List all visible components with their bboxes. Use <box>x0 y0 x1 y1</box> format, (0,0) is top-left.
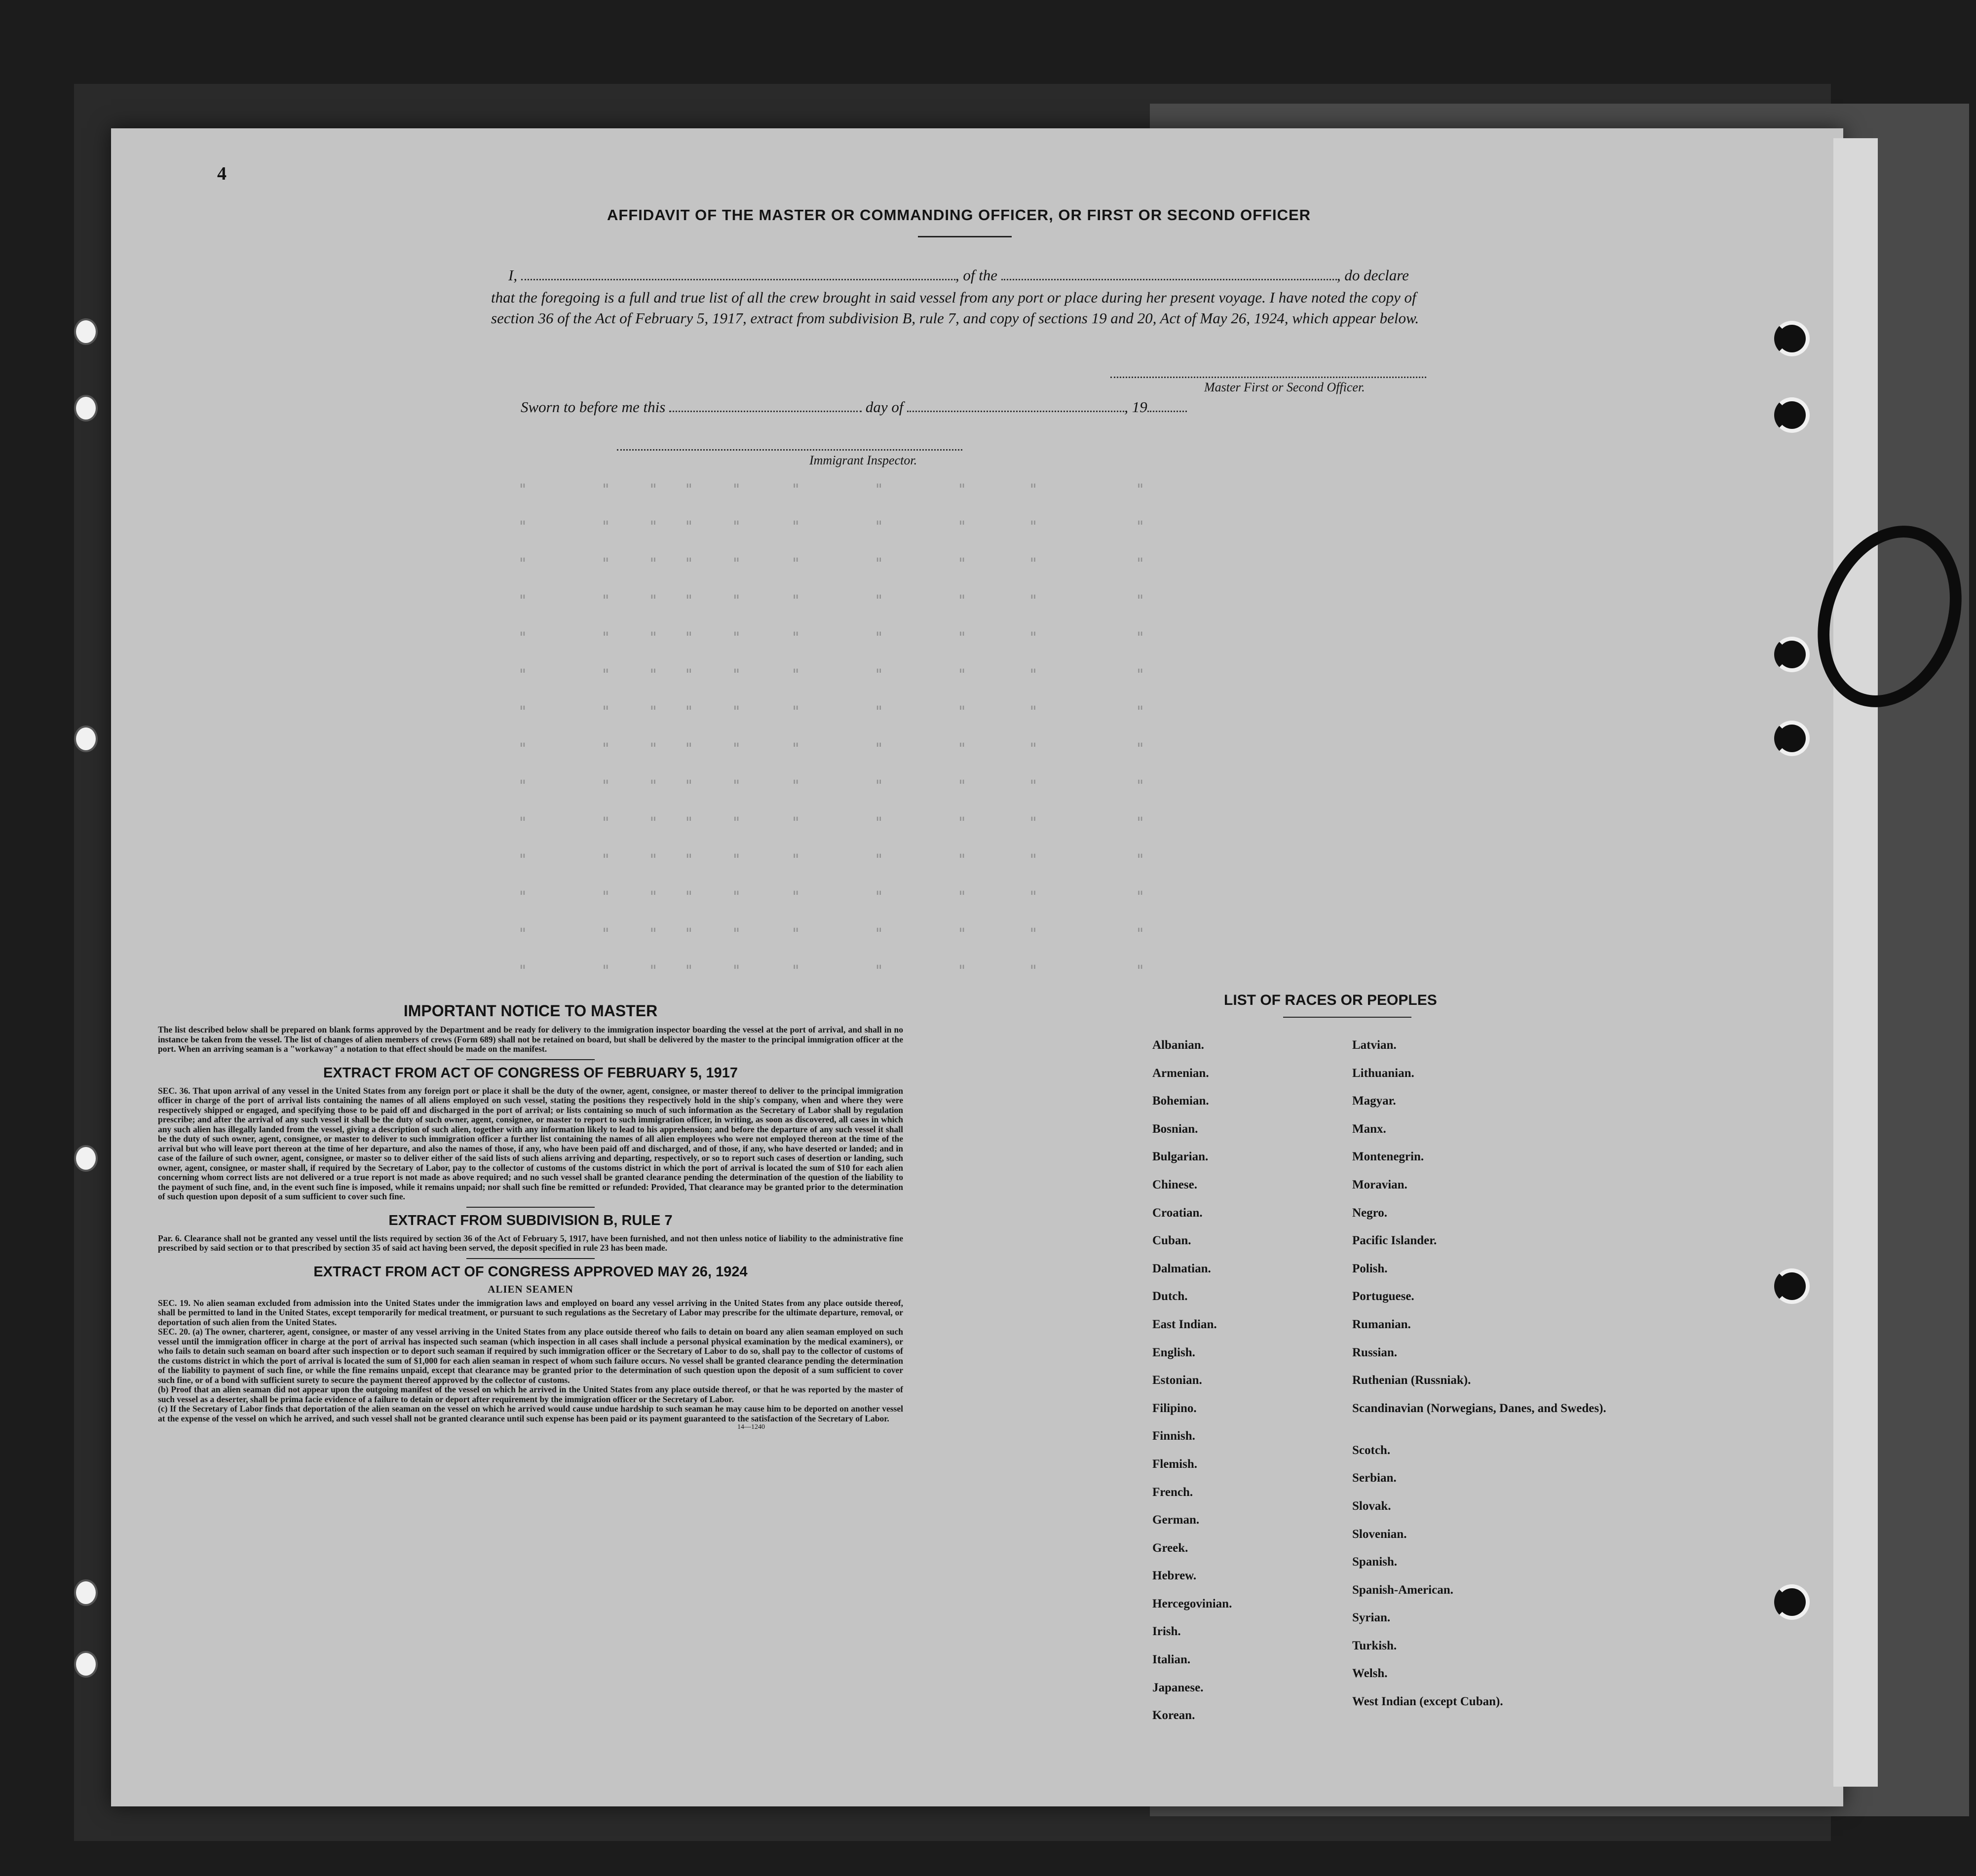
race-item: Estonian. <box>1152 1374 1202 1387</box>
race-item: Serbian. <box>1352 1471 1397 1485</box>
bleed-through-row: " " " " " " " " " " <box>518 888 1148 905</box>
race-item: Filipino. <box>1152 1401 1197 1415</box>
officer-label: Master First or Second Officer. <box>1204 380 1365 394</box>
bleed-through-row: " " " " " " " " " " <box>518 962 1148 979</box>
race-item: Greek. <box>1152 1541 1188 1555</box>
race-item: German. <box>1152 1513 1200 1527</box>
race-item: Dutch. <box>1152 1290 1188 1303</box>
binder-hole <box>74 1651 98 1678</box>
race-item: Chinese. <box>1152 1178 1197 1191</box>
page-number: 4 <box>217 163 227 184</box>
form-number: 14—1240 <box>737 1423 765 1431</box>
bleed-through-row: " " " " " " " " " " <box>518 740 1148 757</box>
race-item: Scandinavian (Norwegians, Danes, and Swedes). <box>1352 1401 1606 1415</box>
affidavit-title: AFFIDAVIT OF THE MASTER OR COMMANDING OFFICER, OR FIRST OR SECOND OFFICER <box>607 206 1311 224</box>
race-item: French. <box>1152 1485 1193 1499</box>
binder-ring <box>1774 1268 1810 1304</box>
affidavit-text: that the foregoing is a full and true list of all the crew brought in said vessel from any port or place during her present voyage. I have noted the copy of section 36 of the Act of February 5, 1917, extract from subdivision B, rule 7, and copy of sections 19 and 20, Act of May 26, 1924, which appear below. <box>491 289 1419 327</box>
races-underline <box>1283 1017 1411 1018</box>
race-item: Slovenian. <box>1352 1527 1407 1541</box>
races-title: LIST OF RACES OR PEOPLES <box>1224 992 1437 1008</box>
binder-hole <box>74 318 98 345</box>
race-item: Syrian. <box>1352 1611 1391 1625</box>
bleed-through-row: " " " " " " " " " " <box>518 703 1148 720</box>
binder-hole <box>74 1579 98 1606</box>
race-item: Manx. <box>1352 1122 1386 1136</box>
race-item: Welsh. <box>1352 1667 1388 1681</box>
section-divider <box>466 1059 595 1060</box>
bleed-through-row: " " " " " " " " " " <box>518 518 1148 535</box>
officer-signature-line <box>1110 377 1426 378</box>
sec-19-text: SEC. 19. No alien seaman excluded from admission into the United States under the immigration laws and employed on board any vessel arriving in the United States from any place outside thereof, shall be permitted to land in the United States, except temporarily for medical treatment, or pursuant to such regulations as the Secretary of Labor may prescribe for the ultimate departure, removal, or deportation of such alien from the United States. <box>158 1298 903 1327</box>
binder-ring <box>1774 1584 1810 1620</box>
binder-hole <box>74 726 98 752</box>
sec-20a-text: SEC. 20. (a) The owner, charterer, agent, consignee, or master of any vessel arriving in the United States from any place outside thereof who fails to detain on board any alien seaman employed on such vessel until the immigration officer in charge at the port of arrival has inspected such seaman (which inspection in all cases shall include a personal physical examination by the medical examiners), or who fails to detain such seaman on board after such inspection or to deport such seaman if required by such immigration officer or the Secretary of Labor to do so, shall pay to the collector of customs of the customs district in which the port of arrival is located the sum of $1,000 for each alien seaman in respect of whom such failure occurs. No vessel shall be granted clearance pending the determination of the liability to payment of such fine, or while the fine remains unpaid, except that clearance may be granted prior to the determination of such question upon the deposit of a sum sufficient to cover such fine, or of a bond with sufficient surety to secure the payment thereof approved by the collector of customs. <box>158 1327 903 1385</box>
alien-seamen-subtitle: ALIEN SEAMEN <box>488 1283 573 1295</box>
binder-ring <box>1774 637 1810 672</box>
binder-ring <box>1774 321 1810 356</box>
race-item: Korean. <box>1152 1709 1195 1723</box>
bleed-through-row: " " " " " " " " " " <box>518 814 1148 831</box>
sec-20c-text: (c) If the Secretary of Labor finds that deportation of the alien seaman on the vessel on which he arrived would cause undue hardship to such seaman he may cause him to be deported on another vessel at the expense of the vessel on which he arrived, and such vessel shall not be granted clearance until such expense has been paid or its payment guaranteed to the satisfaction of the Secretary of Labor. <box>158 1404 903 1423</box>
bleed-through-row: " " " " " " " " " " <box>518 925 1148 942</box>
race-item: Pacific Islander. <box>1352 1234 1437 1248</box>
race-item: Hebrew. <box>1152 1569 1197 1583</box>
bleed-through-row: " " " " " " " " " " <box>518 629 1148 646</box>
sworn-mid: day of <box>865 398 904 416</box>
race-item: East Indian. <box>1152 1317 1217 1331</box>
bleed-through-row: " " " " " " " " " " <box>518 555 1148 572</box>
extract-1924-title: EXTRACT FROM ACT OF CONGRESS APPROVED MAY 26, 1924 <box>313 1263 748 1280</box>
race-item: Turkish. <box>1352 1639 1397 1652</box>
race-item: Japanese. <box>1152 1681 1204 1694</box>
notices-column <box>158 1002 903 1431</box>
name-blank <box>521 268 955 280</box>
race-item: Magyar. <box>1352 1094 1396 1108</box>
race-item: English. <box>1152 1345 1195 1359</box>
race-item: Italian. <box>1152 1653 1191 1667</box>
race-item: Polish. <box>1352 1262 1388 1275</box>
race-item: Spanish-American. <box>1352 1583 1453 1597</box>
race-item: Rumanian. <box>1352 1317 1411 1331</box>
declaration-start: I, <box>508 267 518 284</box>
race-item: Bulgarian. <box>1152 1150 1209 1164</box>
inspector-signature-line <box>617 449 962 451</box>
title-underline <box>918 236 1012 237</box>
extract-1917-text: SEC. 36. That upon arrival of any vessel in the United States from any foreign port or place it shall be the duty of the owner, agent, consignee, or master thereof to deliver to the principal immigration officer in charge of the port of arrival lists containing the names of all aliens employed on such vessel, stating the positions they respectively hold in the ship's company, when and where they were respectively shipped or engaged, and specifying those to be paid off and discharged in the port of arrival; or lists containing so much of such information as the Secretary of Labor shall by regulation prescribe; and after the arrival of any such vessel it shall be the duty of such owner, agent, consignee, or master to report to such immigration officer, in writing, as soon as discovered, all cases in which any such alien has illegally landed from the vessel, giving a description of such alien, together with any information likely to lead to his apprehension; and before the departure of any such vessel it shall be the duty of such owner, agent, consignee, or master to deliver to such immigration officer a further list containing the names of all alien employees who were not employed thereon at the time of the arrival but who will leave port thereon at the time of her departure, and also the names of those, if any, who have been paid off and discharged, and of those, if any, who have deserted or landed; and in case of the failure of such owner, agent, consignee, or master so to deliver either of the said lists of such aliens arriving and departing, respectively, or so to report such cases of desertion or landing, such owner, agent, consignee, or master shall, if required by the Secretary of Labor, pay to the collector of customs of the customs district in which the port of arrival is located the sum of $10 for each alien concerning whom correct lists are not delivered or a true report is not made as above required; and no such vessel shall be granted clearance pending the determination of the question of the liability to the payment of such fine, and, in the event such fine is imposed, while it remains unpaid; nor shall such fine be remitted or refunded: Provided, That clearance may be granted prior to the determination of such question upon deposit of a sum sufficient to cover such fine. <box>158 1085 903 1201</box>
sworn-start: Sworn to before me this <box>521 398 666 416</box>
sworn-year-blank <box>1147 400 1187 412</box>
notice-title: IMPORTANT NOTICE TO MASTER <box>403 1002 658 1020</box>
binder-ring <box>1774 397 1810 433</box>
declaration-line <box>508 267 1409 284</box>
section-divider <box>466 1207 595 1208</box>
race-item: Slovak. <box>1352 1499 1391 1513</box>
race-item: Cuban. <box>1152 1234 1191 1248</box>
race-item: Finnish. <box>1152 1429 1195 1443</box>
declaration-end: , do declare <box>1336 267 1409 284</box>
race-item: Spanish. <box>1352 1555 1398 1569</box>
race-item: Ruthenian (Russniak). <box>1352 1374 1471 1387</box>
race-item: Portuguese. <box>1352 1290 1414 1303</box>
race-item: Latvian. <box>1352 1038 1397 1052</box>
race-item: Croatian. <box>1152 1206 1203 1220</box>
race-item: Bohemian. <box>1152 1094 1209 1108</box>
binder-ring <box>1774 721 1810 756</box>
section-divider <box>466 1258 595 1259</box>
race-item: Montenegrin. <box>1352 1150 1424 1164</box>
race-item: Irish. <box>1152 1625 1181 1639</box>
inspector-label: Immigrant Inspector. <box>809 453 917 467</box>
binder-hole <box>74 1145 98 1172</box>
race-item: Russian. <box>1352 1345 1398 1359</box>
race-item: Hercegovinian. <box>1152 1597 1232 1610</box>
races-column-1 <box>1152 1032 1232 1730</box>
sworn-day-blank <box>669 400 862 412</box>
rule-7-title: EXTRACT FROM SUBDIVISION B, RULE 7 <box>388 1212 673 1228</box>
bleed-through-row: " " " " " " " " " " <box>518 592 1148 609</box>
races-column-2 <box>1352 1032 1606 1716</box>
bleed-through-row: " " " " " " " " " " <box>518 777 1148 794</box>
sworn-month-blank <box>907 400 1124 412</box>
race-item: Armenian. <box>1152 1066 1209 1080</box>
declaration-mid: , of the <box>955 267 998 284</box>
race-item: West Indian (except Cuban). <box>1352 1695 1503 1709</box>
binder-hole <box>74 395 98 421</box>
bleed-through-row: " " " " " " " " " " <box>518 851 1148 868</box>
extract-1917-title: EXTRACT FROM ACT OF CONGRESS OF FEBRUARY 5, 1917 <box>323 1065 738 1081</box>
race-item: Negro. <box>1352 1206 1388 1220</box>
race-item: Dalmatian. <box>1152 1262 1211 1275</box>
race-item: Scotch. <box>1352 1443 1391 1457</box>
vessel-blank <box>1001 268 1337 280</box>
race-item: Lithuanian. <box>1352 1066 1414 1080</box>
race-item: Albanian. <box>1152 1038 1204 1052</box>
race-item: Moravian. <box>1352 1178 1407 1191</box>
notice-text: The list described below shall be prepared on blank forms approved by the Department and be ready for delivery to the immigration inspector boarding the vessel at the port of arrival, and shall in no instance be taken from the vessel. The list of changes of alien members of crews (Form 689) shall not be retained on board, but shall be delivered by the master to the principal immigration officer at the port. When an arriving seaman is a "workaway" a notation to that effect should be made on the manifest. <box>158 1025 903 1054</box>
sworn-end: , 19 <box>1124 398 1147 416</box>
rule-7-text: Par. 6. Clearance shall not be granted any vessel until the lists required by section 36 of the Act of February 5, 1917, have been furnished, and not then unless notice of liability to the administrative fine prescribed by said section or to that prescribed by section 35 of said act having been served, the deposit specified in rule 23 has been made. <box>158 1233 903 1253</box>
sworn-line <box>521 398 1187 416</box>
bleed-through-row: " " " " " " " " " " <box>518 666 1148 683</box>
page-edge <box>1833 138 1878 1787</box>
bleed-through-row: " " " " " " " " " " <box>518 481 1148 498</box>
race-item: Bosnian. <box>1152 1122 1198 1136</box>
race-item: Flemish. <box>1152 1457 1197 1471</box>
sec-20b-text: (b) Proof that an alien seaman did not appear upon the outgoing manifest of the vessel on which he arrived in the United States from any place outside thereof, or that he was reported by the master of such vessel as a deserter, shall be prima facie evidence of a failure to detain or deport after requirement by the immigration officer or the Secretary of Labor. <box>158 1384 903 1404</box>
